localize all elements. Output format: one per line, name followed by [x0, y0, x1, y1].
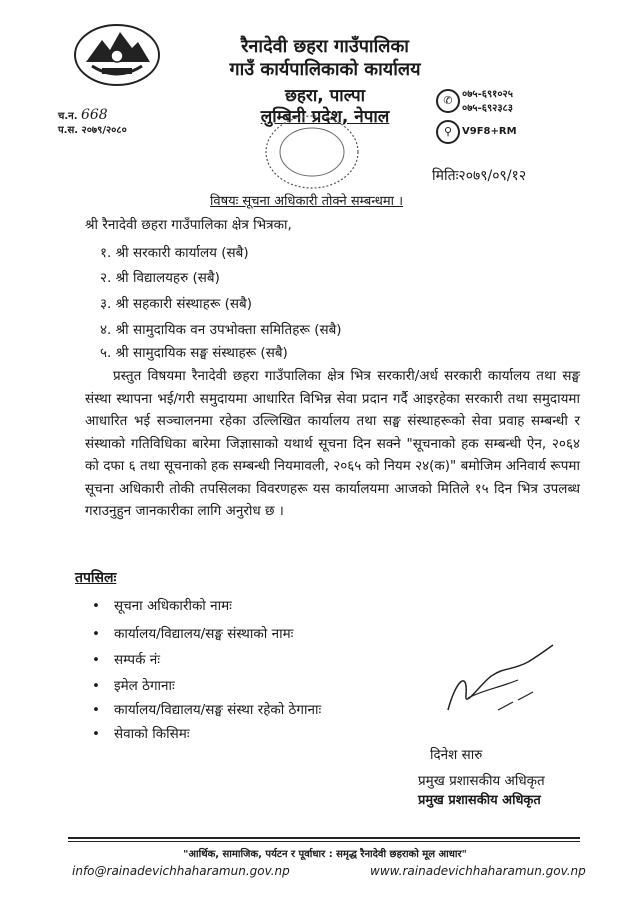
recipient-item: ५. श्री सामुदायिक सङ्घ संस्थाहरू (सबै) — [100, 345, 288, 361]
patra-sankhya-value: २०७९/२०८० — [81, 125, 127, 136]
phone-icon: ✆ — [436, 89, 460, 113]
recipient-item: २. श्री विद्यालयहरु (सबै) — [100, 270, 220, 286]
tapsil-item: • कार्यालय/विद्यालय/सङ्घ संस्था रहेको ठेगानाः — [92, 700, 321, 718]
tapsil-heading: तपसिलः — [75, 570, 117, 586]
signatory-stamp: प्रमुख प्रशासकीय अधिकृत — [418, 793, 541, 808]
body-paragraph: प्रस्तुत विषयमा रैनादेवी छहरा गाउँपालिका क्षेत्र भित्र सरकारी/अर्ध सरकारी कार्यालय तथा सङ्घ संस्था स्थापना भई/गरी समुदायमा आधारित विभिन्न सेवा प्रदान गर्दै आइरहेका सरकारी तथा समुदायमा आधारित भई सञ्चालनमा रहेका उल्लिखित कार्यालय तथा सङ्घ संस्थाहरूको सेवा प्रवाह सम्बन्धी र संस्थाको गतिविधिका बारेमा जिज्ञासाको यथार्थ सूचना दिन सक्ने "सूचनाको हक सम्बन्धी ऐन, २०६४ को दफा ६ तथा सूचनाको हक सम्बन्धी नियमावली, २०६५ को नियम २४(क)" बमोजिम अनिवार्य रूपमा सूचना अधिकारी तोकी तपसिलका विवरणहरू यस कार्यालयमा आजको मितिले १५ दिन भित्र उपलब्ध गराउनुहुन जानकारीका लागि अनुरोध छ । — [85, 368, 580, 519]
office-seal-stamp — [262, 112, 362, 192]
letter-date: मितिः२०७९/०९/१२ — [432, 168, 527, 184]
phone-number-2: ०७५-६९२३८३ — [462, 103, 513, 114]
plus-code: V9F8+RM — [462, 126, 517, 137]
addressee: श्री रैनादेवी छहरा गाउँपालिका क्षेत्र भित्रका, — [85, 217, 292, 233]
chalani-number: च.न. 668 — [58, 107, 108, 123]
handwritten-signature — [438, 640, 558, 720]
footer-rule-thin — [68, 841, 580, 842]
recipient-item: १. श्री सरकारी कार्यालय (सबै) — [100, 245, 249, 261]
tapsil-item: • सम्पर्क नंः — [92, 650, 160, 668]
footer-motto: "आर्थिक, सामाजिक, पर्यटन र पूर्वाधार : समृद्ध रैनादेवी छहराको मूल आधार" — [183, 849, 467, 860]
location-contact — [436, 120, 556, 146]
footer-rule — [68, 837, 580, 839]
tapsil-item: • कार्यालय/विद्यालय/सङ्घ संस्थाको नामः — [92, 624, 293, 642]
letter-subject: विषयः सूचना अधिकारी तोक्ने सम्बन्धमा । — [210, 194, 404, 209]
signatory-name: दिनेश सारु — [430, 747, 483, 763]
footer-email: info@rainadevichhaharamun.gov.np — [72, 864, 290, 878]
patra-sankhya: प.स. २०७९/२०८० — [58, 125, 127, 136]
phone-number-1: ०७५-६९१०२५ — [462, 89, 513, 100]
tapsil-item: • इमेल ठेगानाः — [92, 676, 175, 694]
header-office-name: गाउँ कार्यपालिकाको कार्यालय — [229, 59, 421, 80]
footer-website: www.rainadevichhaharamun.gov.np — [370, 864, 586, 878]
location-pin-icon: ⚲ — [436, 120, 460, 144]
header-address: छहरा, पाल्पा — [284, 86, 366, 106]
recipient-item: ३. श्री सहकारी संस्थाहरू (सबै) — [100, 296, 252, 312]
chalani-number-value: 668 — [80, 107, 108, 123]
signatory-title: प्रमुख प्रशासकीय अधिकृत — [418, 773, 545, 789]
header-province: लुम्बिनी प्रदेश, नेपाल — [260, 107, 390, 127]
tapsil-item: • सेवाको किसिमः — [92, 724, 190, 742]
recipient-item: ४. श्री सामुदायिक वन उपभोक्ता समितिहरू (सबै) — [100, 322, 342, 338]
header-municipality-name: रैनादेवी छहरा गाउँपालिका — [241, 36, 409, 57]
phone-contact — [436, 86, 556, 116]
tapsil-item: • सूचना अधिकारीको नामः — [92, 596, 232, 614]
nepal-emblem-logo — [72, 22, 162, 88]
